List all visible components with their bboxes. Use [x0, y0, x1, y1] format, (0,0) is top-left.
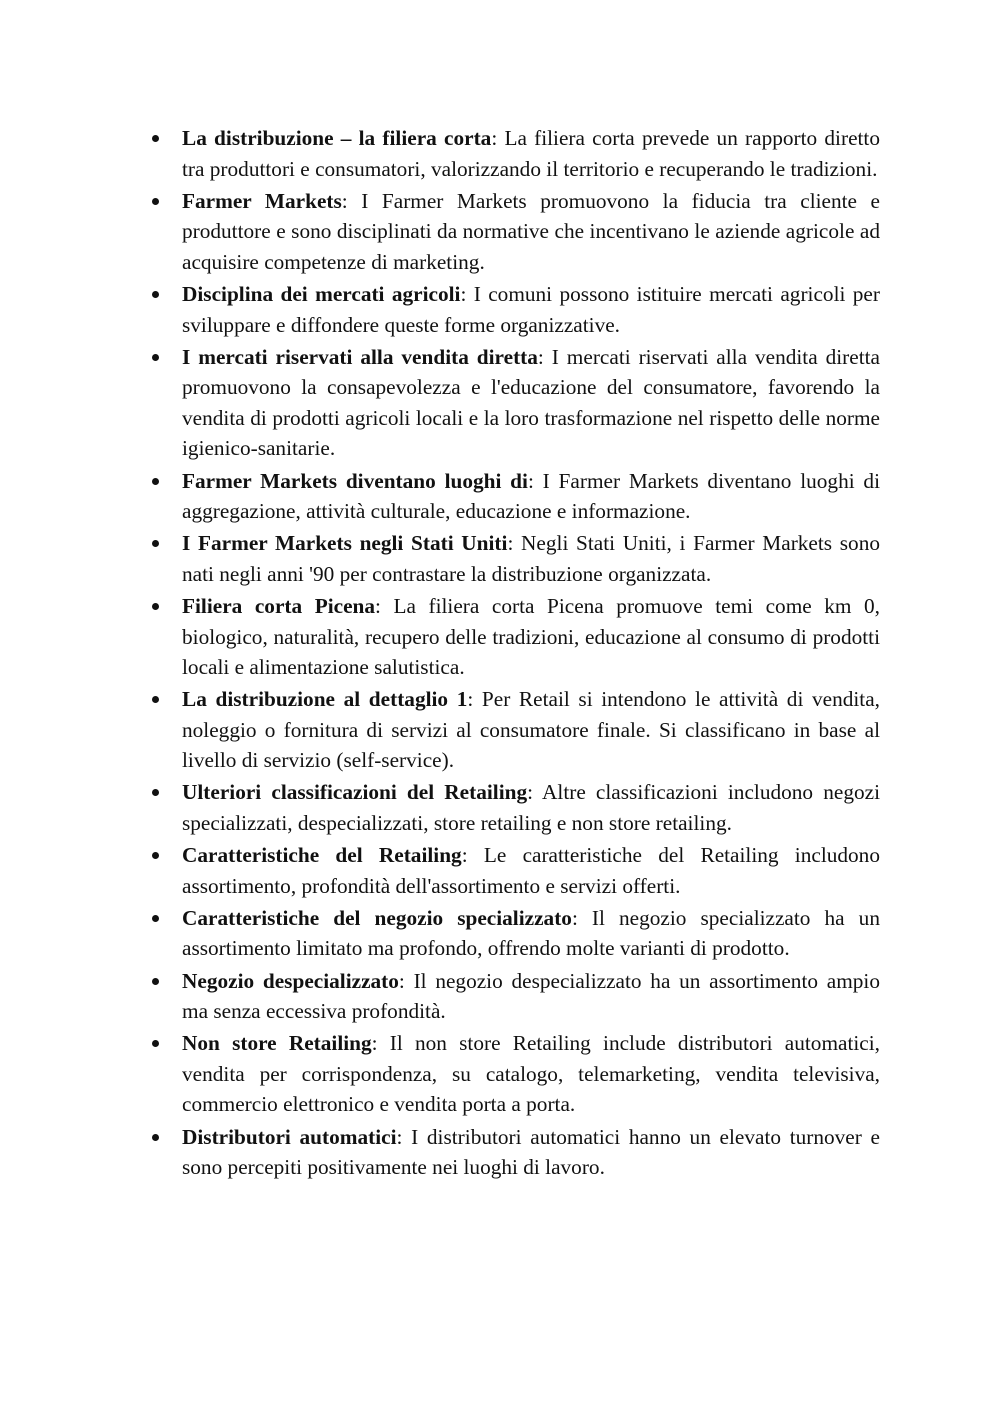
item-term: La distribuzione al dettaglio 1: [182, 687, 468, 712]
item-text: : Altre classificazioni includono negozi specializzati, despecializzati, store retailing e non store retailing.: [182, 780, 880, 836]
list-item: [150, 528, 880, 589]
item-text: : I Farmer Markets promuovono la fiducia tra cliente e produttore e sono disciplinati da normative che incentivano le aziende agricole ad acquisire competenze di marketing.: [182, 188, 880, 274]
item-text: : Il negozio despecializzato ha un assortimento ampio ma senza eccessiva profondità.: [182, 968, 880, 1024]
item-text: : I Farmer Markets diventano luoghi di aggregazione, attività culturale, educazione e informazione.: [182, 468, 880, 524]
item-text: : La filiera corta prevede un rapporto diretto tra produttori e consumatori, valorizzando il territorio e recuperando le tradizioni.: [182, 126, 880, 181]
item-term: Filiera corta Picena: [182, 593, 376, 618]
list-item: [150, 1028, 880, 1120]
list-item: [150, 840, 880, 901]
bullet-icon: [152, 354, 159, 361]
bullet-icon: [152, 198, 159, 205]
bullet-icon: [152, 696, 159, 703]
list-item: [150, 279, 880, 340]
list-item: [150, 342, 880, 464]
bullet-icon: [152, 291, 159, 298]
item-text: : I distributori automatici hanno un elevato turnover e sono percepiti positivamente nei luoghi di lavoro.: [182, 1124, 880, 1180]
bullet-icon: [152, 603, 159, 610]
item-term: Farmer Markets diventano luoghi di: [182, 468, 528, 493]
item-term: I mercati riservati alla vendita diretta: [182, 344, 538, 369]
item-text: : Le caratteristiche del Retailing includono assortimento, profondità dell'assortimento e servizi offerti.: [182, 843, 880, 898]
bullet-icon: [152, 852, 159, 859]
list-item: [150, 966, 880, 1027]
item-term: Farmer Markets: [182, 188, 342, 213]
bullet-icon: [152, 1040, 159, 1047]
bullet-icon: [152, 135, 159, 142]
list-item: [150, 777, 880, 838]
item-term: Distributori automatici: [182, 1124, 397, 1149]
bullet-icon: [152, 915, 159, 922]
bullet-icon: [152, 478, 159, 485]
bullet-icon: [152, 789, 159, 796]
item-term: Non store Retailing: [182, 1031, 372, 1056]
item-text: : I comuni possono istituire mercati agricoli per sviluppare e diffondere queste forme organizzative.: [182, 281, 880, 337]
item-term: La distribuzione – la filiera corta: [182, 126, 492, 150]
item-term: Disciplina dei mercati agricoli: [182, 281, 461, 306]
bullet-list: [150, 123, 880, 1184]
item-term: Caratteristiche del Retailing: [182, 843, 462, 868]
list-item: [150, 186, 880, 278]
list-item: [150, 466, 880, 527]
item-term: Caratteristiche del negozio specializzato: [182, 905, 572, 930]
item-term: Negozio despecializzato: [182, 968, 399, 993]
bullet-icon: [152, 1134, 159, 1141]
item-text: : Il negozio specializzato ha un assortimento limitato ma profondo, offrendo molte varianti di prodotto.: [182, 905, 880, 961]
item-term: I Farmer Markets negli Stati Uniti: [182, 531, 508, 556]
item-text: : Il non store Retailing include distributori automatici, vendita per corrispondenza, su catalogo, telemarketing, vendita televisiva, commercio elettronico e vendita porta a porta.: [182, 1031, 880, 1117]
bullet-icon: [152, 540, 159, 547]
list-item: [150, 123, 880, 184]
list-item: [150, 684, 880, 776]
item-text: : La filiera corta Picena promuove temi come km 0, biologico, naturalità, recupero delle tradizioni, educazione al consumo di prodotti locali e alimentazione salutistica.: [182, 593, 880, 680]
list-item: [150, 903, 880, 964]
item-text: : Per Retail si intendono le attività di vendita, noleggio o fornitura di servizi al consumatore finale. Si classificano in base al livello di servizio (self-service).: [182, 687, 881, 773]
list-item: [150, 1122, 880, 1183]
list-item: [150, 591, 880, 683]
item-term: Ulteriori classificazioni del Retailing: [182, 780, 528, 805]
bullet-icon: [152, 978, 159, 985]
item-text: : I mercati riservati alla vendita diretta promuovono la consapevolezza e l'educazione del consumatore, favorendo la vendita di prodotti agricoli locali e la loro trasformazione nel rispetto delle norme igienico-sanitarie.: [182, 344, 881, 461]
item-text: : Negli Stati Uniti, i Farmer Markets sono nati negli anni '90 per contrastare la distribuzione organizzata.: [182, 531, 881, 586]
